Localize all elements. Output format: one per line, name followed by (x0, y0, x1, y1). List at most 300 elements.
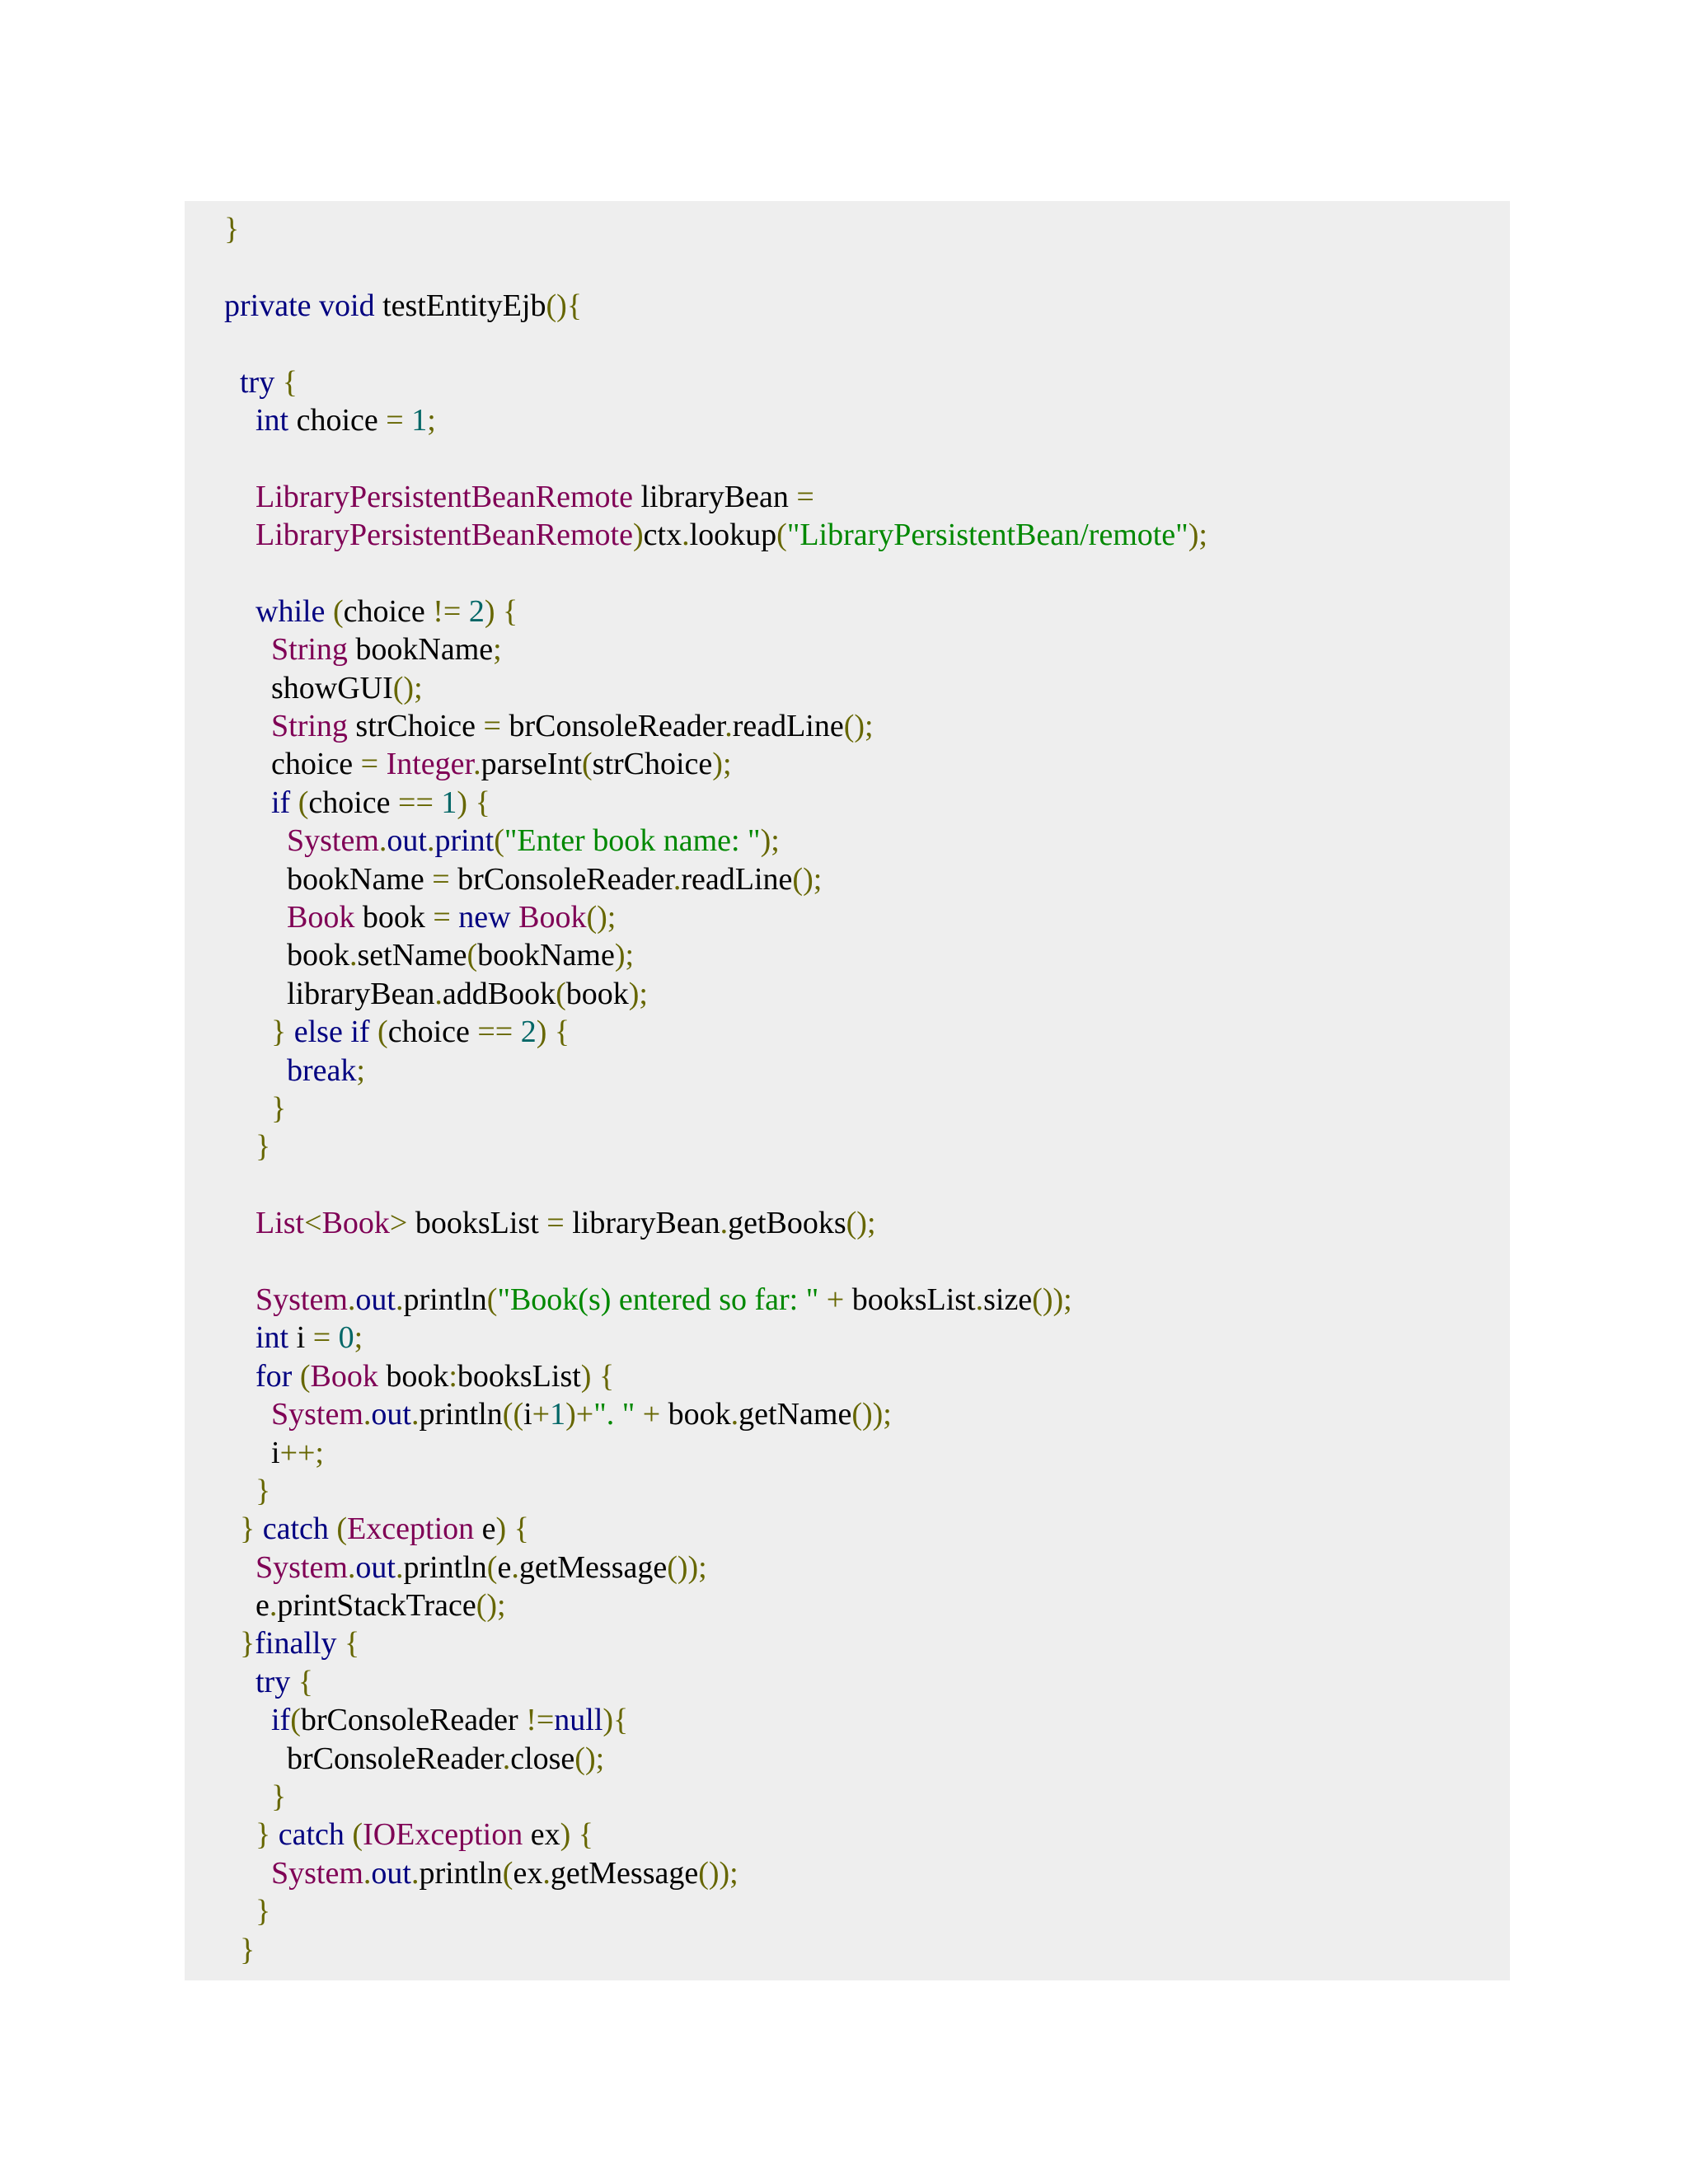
code-token (224, 1206, 256, 1240)
code-token: Exception (347, 1511, 475, 1547)
code-token (591, 1359, 599, 1394)
code-token: ( (486, 1282, 498, 1317)
code-token: { (282, 364, 298, 400)
code-token: ) (495, 1511, 507, 1547)
code-token: libraryBean (224, 976, 435, 1011)
code-token: booksList (407, 1206, 547, 1241)
code-token (224, 594, 256, 629)
code-line (224, 1127, 1207, 1165)
code-token: ctx (643, 518, 682, 553)
code-token (570, 1817, 579, 1852)
code-line (224, 1663, 1207, 1701)
code-token: println (419, 1397, 503, 1432)
code-token: ( (776, 518, 787, 553)
code-token (506, 1511, 514, 1546)
code-token: (){ (546, 288, 583, 323)
code-token: = (432, 861, 450, 897)
code-line (224, 1357, 1207, 1395)
code-token: = (483, 709, 501, 744)
code-line (224, 784, 1207, 822)
code-token: e (224, 1588, 270, 1624)
code-token (224, 900, 287, 935)
code-line (224, 936, 1207, 974)
code-token: i (224, 1435, 280, 1470)
code-token: = (433, 900, 451, 935)
code-token: . (434, 976, 443, 1011)
code-line (224, 439, 1207, 477)
code-token: setName (357, 938, 467, 973)
code-token (224, 365, 240, 400)
code-token: . (730, 1397, 739, 1432)
code-token: System (256, 1549, 348, 1585)
code-token: ; (427, 402, 436, 438)
code-token: out (371, 1855, 411, 1891)
code-token: . (682, 518, 690, 553)
code-token: out (355, 1549, 396, 1585)
code-token: . (975, 1282, 984, 1317)
code-token: ( (486, 1549, 498, 1585)
code-token: bookName (224, 861, 433, 897)
code-token: } (224, 212, 240, 246)
code-line (224, 1816, 1207, 1854)
code-token (224, 1320, 256, 1355)
code-token: e (474, 1511, 496, 1547)
code-token: ) (484, 593, 495, 629)
code-token (224, 1665, 256, 1699)
code-token: 2 (468, 593, 485, 629)
code-token (224, 1550, 256, 1585)
code-token: readLine (732, 709, 844, 744)
code-line (224, 248, 1207, 286)
code-token: System (256, 1282, 348, 1317)
code-token: ; (493, 632, 502, 668)
code-token: int (256, 1320, 289, 1356)
code-line (224, 555, 1207, 593)
code-token (274, 365, 283, 400)
code-token: size (983, 1282, 1033, 1317)
code-token: out (355, 1282, 396, 1317)
code-token: 1 (441, 785, 457, 820)
code-line (224, 707, 1207, 745)
code-token: } (271, 1779, 287, 1815)
code-line (224, 745, 1207, 783)
code-token: Book (287, 900, 355, 935)
code-token: = (796, 479, 814, 514)
code-token: ( (377, 1015, 388, 1050)
code-line (224, 1740, 1207, 1778)
code-token: . (502, 1741, 511, 1776)
code-token: booksList (844, 1282, 976, 1317)
code-line (224, 1701, 1207, 1739)
code-token: book (660, 1397, 731, 1432)
code-token: e (497, 1549, 512, 1585)
code-token: . (347, 1549, 356, 1585)
code-listing (224, 210, 1207, 1969)
code-token: bookName (477, 938, 615, 973)
code-token: < (304, 1206, 322, 1241)
code-token: finally (255, 1626, 337, 1661)
code-token: book (224, 938, 349, 973)
code-line (224, 210, 1207, 248)
code-line (224, 1395, 1207, 1433)
code-token: strChoice (592, 747, 713, 782)
code-token (345, 1817, 353, 1852)
code-token: { (554, 1015, 570, 1050)
code-token: } (256, 1817, 271, 1853)
code-token: (); (843, 709, 874, 744)
code-line (224, 975, 1207, 1013)
code-token: Book (518, 900, 587, 935)
code-token: choice (387, 1015, 478, 1050)
code-line (224, 287, 1207, 325)
code-line (224, 1090, 1207, 1127)
code-token (511, 900, 519, 935)
code-token: ( (556, 976, 566, 1011)
code-token: . (363, 1855, 372, 1891)
code-token (224, 1933, 240, 1967)
code-line (224, 1434, 1207, 1472)
code-token: ) (457, 785, 468, 820)
code-token (290, 1665, 298, 1699)
code-block (185, 201, 1510, 1980)
code-token: 1 (550, 1397, 566, 1432)
code-token: ( (467, 938, 478, 973)
code-token: if (271, 1703, 291, 1738)
code-token: (( (502, 1397, 524, 1432)
code-line (224, 860, 1207, 898)
code-line (224, 1778, 1207, 1816)
code-line (224, 401, 1207, 439)
code-token: lookup (689, 518, 777, 553)
code-token: = (312, 1320, 331, 1356)
code-token (343, 1015, 351, 1049)
code-token: IOException (363, 1817, 523, 1853)
code-token: } (256, 1129, 271, 1165)
code-line (224, 363, 1207, 401)
code-token: } (271, 1090, 287, 1126)
code-token: i (288, 1320, 313, 1356)
code-token: > (389, 1206, 408, 1241)
code-token (224, 1129, 256, 1164)
code-token: (); (586, 900, 617, 935)
code-token: System (271, 1397, 363, 1432)
code-token: != (526, 1703, 555, 1738)
code-token: ( (290, 1703, 301, 1738)
code-line (224, 1931, 1207, 1969)
code-token: (); (792, 861, 823, 897)
code-token (224, 480, 256, 514)
code-token (312, 288, 320, 323)
code-token: . (410, 1855, 420, 1891)
code-token: ); (712, 747, 732, 782)
code-token: book (354, 900, 434, 935)
code-token: { (298, 1664, 313, 1699)
code-token: ++; (279, 1435, 324, 1470)
code-token: getName (738, 1397, 852, 1432)
code-token: 0 (338, 1320, 354, 1356)
code-token: { (513, 1511, 529, 1547)
code-token: } (240, 1626, 256, 1661)
code-line (224, 1892, 1207, 1930)
code-line (224, 630, 1207, 668)
code-line (224, 1624, 1207, 1662)
code-token: LibraryPersistentBeanRemote (256, 479, 633, 514)
code-token: . (363, 1397, 372, 1432)
code-token: } (240, 1511, 256, 1547)
code-token: { (503, 593, 518, 629)
code-token: ){ (603, 1703, 629, 1738)
code-token: ()); (1032, 1282, 1072, 1317)
code-token: ) (633, 518, 644, 553)
code-token: } (256, 1473, 271, 1508)
code-token: out (387, 823, 427, 859)
code-token: = (360, 747, 379, 782)
code-token: . (378, 823, 387, 859)
code-line (224, 1549, 1207, 1586)
code-token (224, 632, 271, 667)
code-token: book (377, 1358, 449, 1394)
code-token: . (673, 861, 682, 897)
code-token: String (271, 632, 348, 668)
code-token: if (271, 785, 291, 820)
code-token (329, 1511, 337, 1546)
code-token: for (256, 1358, 293, 1394)
code-token: else (293, 1015, 343, 1050)
code-token: . (410, 1397, 420, 1432)
code-token: . (511, 1549, 519, 1585)
code-token: . (395, 1549, 404, 1585)
code-token: brConsoleReader (300, 1703, 527, 1738)
code-token (378, 747, 387, 781)
code-token: booksList (457, 1358, 581, 1394)
code-token: readLine (681, 861, 793, 897)
code-token: ex (523, 1817, 560, 1853)
code-line (224, 516, 1207, 554)
code-token: + (826, 1282, 845, 1317)
code-token (331, 1320, 339, 1355)
code-token: ex (513, 1855, 543, 1891)
code-line (224, 1052, 1207, 1090)
code-token: ". " (593, 1397, 635, 1432)
code-token: try (256, 1664, 291, 1699)
code-token: strChoice (347, 709, 484, 744)
code-token (224, 1282, 256, 1317)
code-token: brConsoleReader (500, 709, 725, 744)
code-token: { (578, 1817, 593, 1853)
code-token: i (523, 1397, 532, 1432)
code-token: int (256, 402, 289, 438)
code-token: System (287, 823, 379, 859)
code-token: getMessage (550, 1855, 699, 1891)
code-token (546, 1015, 555, 1049)
code-line (224, 1510, 1207, 1548)
code-token: 1 (411, 402, 428, 438)
code-line (224, 1586, 1207, 1624)
code-token: . (395, 1282, 404, 1317)
code-token: println (419, 1855, 503, 1891)
code-token (404, 403, 412, 438)
code-token (224, 1817, 256, 1852)
code-token (336, 1626, 345, 1661)
code-token (224, 1511, 240, 1546)
code-token: ); (614, 938, 635, 973)
code-token: + (642, 1397, 661, 1432)
code-token: } (256, 1894, 271, 1929)
code-token (224, 1779, 271, 1814)
code-token: if (350, 1015, 370, 1050)
code-line (224, 1472, 1207, 1510)
code-token (818, 1282, 827, 1317)
code-line (224, 478, 1207, 516)
code-token: void (319, 288, 375, 323)
code-token: choice (343, 593, 434, 629)
code-token (461, 594, 469, 629)
code-token (224, 1626, 240, 1661)
code-token: ()); (667, 1549, 707, 1585)
code-token: ) (580, 1358, 592, 1394)
code-token: . (724, 709, 733, 744)
code-token: : (448, 1358, 457, 1394)
code-line (224, 1281, 1207, 1319)
code-token (224, 1856, 271, 1891)
code-line (224, 593, 1207, 630)
code-token: bookName (347, 632, 494, 668)
code-token: (); (392, 670, 423, 705)
code-token: { (598, 1358, 615, 1394)
code-token (224, 823, 287, 858)
code-token: ( (336, 1511, 348, 1547)
code-line (224, 1319, 1207, 1357)
code-token (224, 1015, 271, 1049)
code-token: addBook (442, 976, 556, 1011)
code-token: ); (760, 823, 780, 859)
code-token: parseInt (481, 747, 582, 782)
code-token (451, 900, 459, 935)
code-token: { (475, 785, 490, 820)
code-token: { (344, 1626, 360, 1661)
code-token (224, 709, 271, 743)
code-line (224, 898, 1207, 936)
code-token: ( (299, 1358, 311, 1394)
code-token: ); (1188, 518, 1207, 553)
code-line (224, 669, 1207, 707)
code-token: String (271, 709, 348, 744)
code-token: . (426, 823, 435, 859)
code-token (224, 1359, 256, 1394)
code-token: "LibraryPersistentBean/remote" (786, 518, 1189, 553)
code-token (325, 594, 333, 629)
code-token (434, 785, 442, 820)
code-token: choice (308, 785, 399, 820)
code-token: getMessage (518, 1549, 668, 1585)
code-token: libraryBean (633, 479, 797, 514)
code-token: System (271, 1855, 363, 1891)
code-token: brConsoleReader (449, 861, 673, 897)
code-token (370, 1015, 378, 1049)
code-token (224, 1091, 271, 1126)
code-token: != (433, 593, 462, 629)
code-token: getBooks (728, 1206, 846, 1241)
code-token: )+ (565, 1397, 594, 1432)
code-token (292, 1359, 300, 1394)
code-token: == (477, 1015, 513, 1050)
code-token (224, 1053, 287, 1088)
code-token (224, 518, 256, 552)
code-token (270, 1817, 279, 1852)
code-token (635, 1397, 643, 1432)
code-line (224, 1166, 1207, 1204)
code-token: ( (298, 785, 309, 820)
code-token: == (398, 785, 434, 820)
code-token: (); (574, 1741, 605, 1776)
code-token: choice (288, 402, 387, 438)
code-token (224, 1397, 271, 1432)
code-token: ( (494, 823, 504, 859)
code-token: (); (476, 1588, 506, 1624)
code-token: close (510, 1741, 575, 1776)
code-token: } (271, 1015, 287, 1050)
code-token: (); (846, 1206, 876, 1241)
code-line (224, 1013, 1207, 1051)
code-token (224, 1474, 256, 1508)
code-token: ) (560, 1817, 571, 1853)
code-token: List (256, 1206, 305, 1241)
code-token: . (720, 1206, 729, 1241)
code-token (224, 403, 256, 438)
code-line (224, 1854, 1207, 1892)
code-token: private (224, 288, 312, 323)
code-token: null (554, 1703, 603, 1738)
code-token: "Book(s) entered so far: " (497, 1282, 819, 1317)
code-token: out (371, 1397, 411, 1432)
code-token (224, 1703, 271, 1737)
code-token (224, 1894, 256, 1929)
code-token (255, 1511, 263, 1546)
code-token: try (240, 364, 275, 400)
code-token: + (532, 1397, 551, 1432)
code-token: . (349, 938, 358, 973)
code-line (224, 1243, 1207, 1281)
code-token (224, 785, 271, 820)
code-line (224, 1204, 1207, 1242)
code-token: } (240, 1932, 256, 1967)
code-token: libraryBean (564, 1206, 720, 1241)
code-token: choice (224, 747, 361, 782)
code-token: ( (582, 747, 593, 782)
code-token: = (386, 402, 404, 438)
code-token: "Enter book name: " (504, 823, 761, 859)
code-token: Book (321, 1206, 390, 1241)
code-token: catch (262, 1511, 329, 1547)
code-token: ; (356, 1052, 365, 1088)
code-token: testEntityEjb (374, 288, 546, 323)
code-token: catch (278, 1817, 345, 1853)
code-token: ( (332, 593, 344, 629)
code-token: Book (310, 1358, 378, 1394)
code-token: ()); (698, 1855, 738, 1891)
code-token: 2 (520, 1015, 537, 1050)
code-line (224, 822, 1207, 860)
code-token: print (434, 823, 495, 859)
code-token: println (403, 1282, 487, 1317)
code-token: ) (536, 1015, 547, 1050)
code-token: book (565, 976, 629, 1011)
code-token: brConsoleReader (224, 1741, 503, 1776)
code-token: . (347, 1282, 356, 1317)
code-token: . (473, 747, 481, 782)
code-token (467, 785, 476, 820)
code-token: = (546, 1206, 565, 1241)
